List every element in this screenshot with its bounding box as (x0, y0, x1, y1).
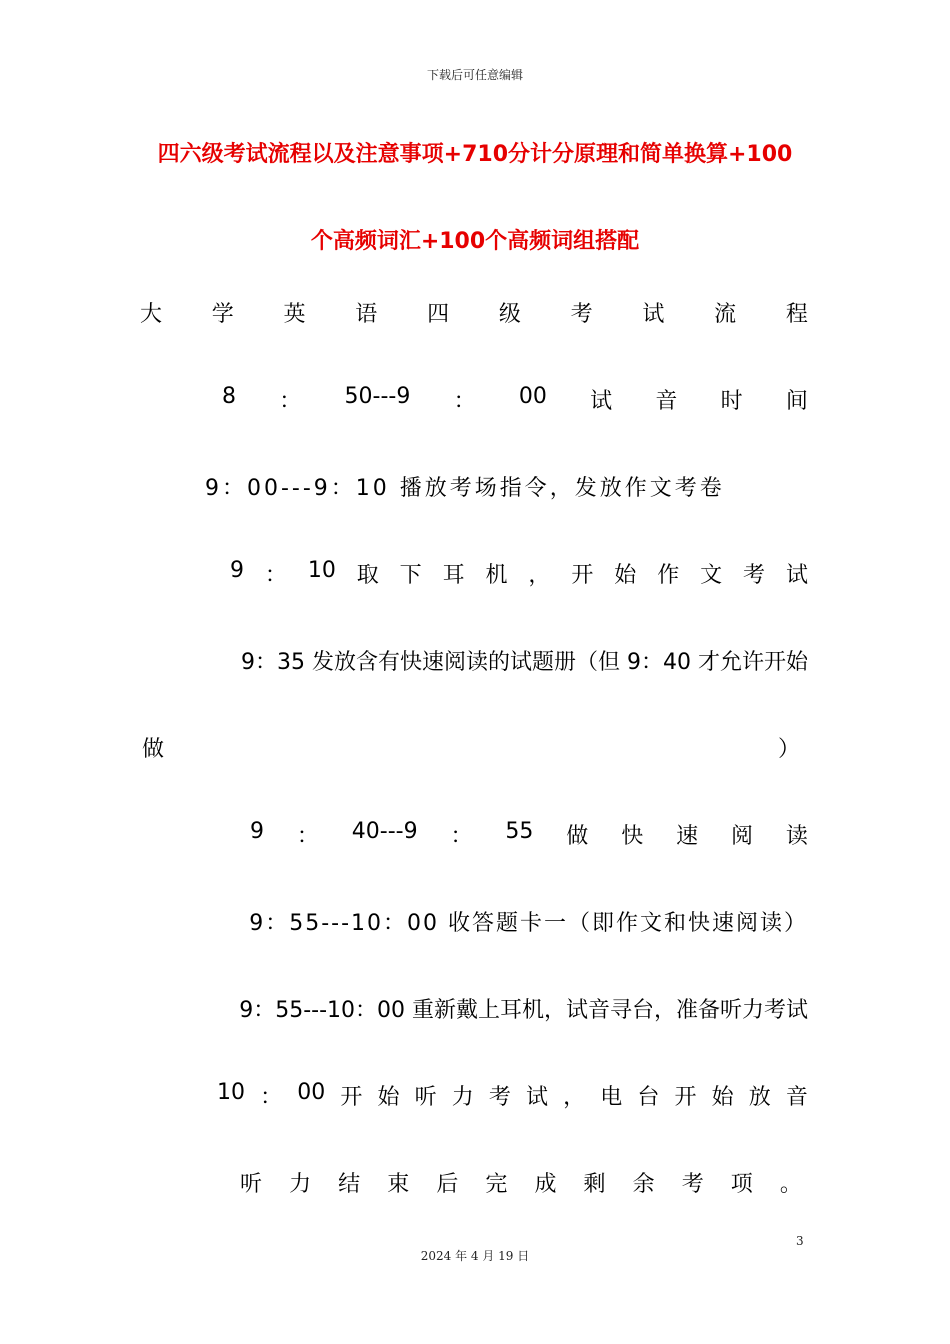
schedule-line-remaining (240, 1167, 802, 1198)
text-token: 00 (297, 1080, 326, 1105)
text-token: 速 (676, 824, 699, 849)
text-token: 试 (590, 389, 613, 414)
text-token: 9 (250, 819, 264, 844)
text-token: 流 (714, 302, 737, 327)
text-token: 40---9 (351, 819, 418, 844)
text-token: 大 (140, 302, 163, 327)
text-token: 完 (485, 1172, 508, 1197)
text-token: 机 (485, 563, 508, 588)
text-token: 开 (571, 563, 594, 588)
text-token: 项 (730, 1172, 753, 1197)
text-token: 听 (414, 1085, 437, 1110)
text-token: 下 (399, 563, 422, 588)
schedule-line-writing (230, 558, 808, 589)
text-token: 文 (700, 563, 723, 588)
text-token: ： (279, 389, 302, 414)
text-token: 取 (356, 563, 379, 588)
text-token: 后 (436, 1172, 459, 1197)
text-token: 剩 (583, 1172, 606, 1197)
text-token: 音 (655, 389, 678, 414)
text-token: 英 (283, 302, 306, 327)
text-token: 开 (340, 1085, 363, 1110)
schedule-line-instructions-text: 9：00---9：10 播放考场指令，发放作文考卷 (205, 476, 725, 501)
text-token: ） (777, 737, 800, 762)
text-token: 学 (211, 302, 234, 327)
footer-date: 2024 年 4 月 19 日 (420, 1249, 530, 1263)
text-token: 考 (488, 1085, 511, 1110)
text-token: 力 (451, 1085, 474, 1110)
page-number: 3 (796, 1234, 804, 1248)
schedule-line-fast-reading (250, 819, 808, 850)
text-token: 9 (230, 558, 244, 583)
text-token: 考 (681, 1172, 704, 1197)
text-token: 成 (534, 1172, 557, 1197)
text-token: 作 (657, 563, 680, 588)
text-token: 束 (387, 1172, 410, 1197)
text-token: 级 (498, 302, 521, 327)
text-token: 做 (142, 737, 165, 762)
text-token: 台 (637, 1085, 660, 1110)
text-token: ： (260, 1085, 283, 1110)
text-token: 电 (600, 1085, 623, 1110)
text-token: 始 (614, 563, 637, 588)
text-token: ： (296, 824, 319, 849)
text-token: 读 (785, 824, 808, 849)
text-token: 00 (518, 384, 547, 409)
text-token: 考 (743, 563, 766, 588)
header-note: 下载后可任意编辑 (426, 68, 523, 82)
text-token: 放 (748, 1085, 771, 1110)
text-token: 快 (621, 824, 644, 849)
section-heading (140, 297, 808, 328)
text-token: ： (264, 563, 287, 588)
document-title-line-1: 四六级考试流程以及注意事项+710分计分原理和简单换算+100 (157, 142, 793, 167)
text-token: 余 (632, 1172, 655, 1197)
schedule-line-reading-booklet-end (142, 732, 800, 763)
text-token: 10 (307, 558, 336, 583)
schedule-line-collect-card: 9：55---10：00 收答题卡一（即作文和快速阅读） (249, 911, 808, 936)
text-token: 时 (720, 389, 743, 414)
text-token: 始 (377, 1085, 400, 1110)
text-token: 试 (785, 563, 808, 588)
text-token: 语 (355, 302, 378, 327)
text-token: 50---9 (344, 384, 411, 409)
schedule-line-sound-check (222, 384, 808, 415)
text-token: 试 (525, 1085, 548, 1110)
document-title-line-2: 个高频词汇+100个高频词组搭配 (310, 229, 640, 254)
schedule-line-reading-booklet: 9：35 发放含有快速阅读的试题册（但 9：40 才允许开始 (241, 650, 808, 675)
text-token: 四 (427, 302, 450, 327)
text-token: 8 (222, 384, 236, 409)
text-token: 55 (505, 819, 534, 844)
text-token: 程 (785, 302, 808, 327)
schedule-line-listening (217, 1080, 808, 1111)
text-token: 听 (240, 1172, 263, 1197)
text-token: ： (453, 389, 476, 414)
text-token: ， (563, 1085, 586, 1110)
text-token: 间 (785, 389, 808, 414)
text-token: ， (528, 563, 551, 588)
text-token: 结 (338, 1172, 361, 1197)
text-token: 开 (674, 1085, 697, 1110)
schedule-line-instructions (205, 471, 808, 502)
text-token: 力 (289, 1172, 312, 1197)
text-token: 音 (785, 1085, 808, 1110)
text-token: 耳 (442, 563, 465, 588)
text-token: 阅 (731, 824, 754, 849)
text-token: 考 (570, 302, 593, 327)
text-token: 做 (566, 824, 589, 849)
text-token: ： (450, 824, 473, 849)
schedule-line-headphones: 9：55---10：00 重新戴上耳机，试音寻台，准备听力考试 (239, 998, 808, 1023)
text-token: 试 (642, 302, 665, 327)
text-token: 始 (711, 1085, 734, 1110)
text-token: 。 (779, 1172, 802, 1197)
text-token: 10 (217, 1080, 245, 1105)
